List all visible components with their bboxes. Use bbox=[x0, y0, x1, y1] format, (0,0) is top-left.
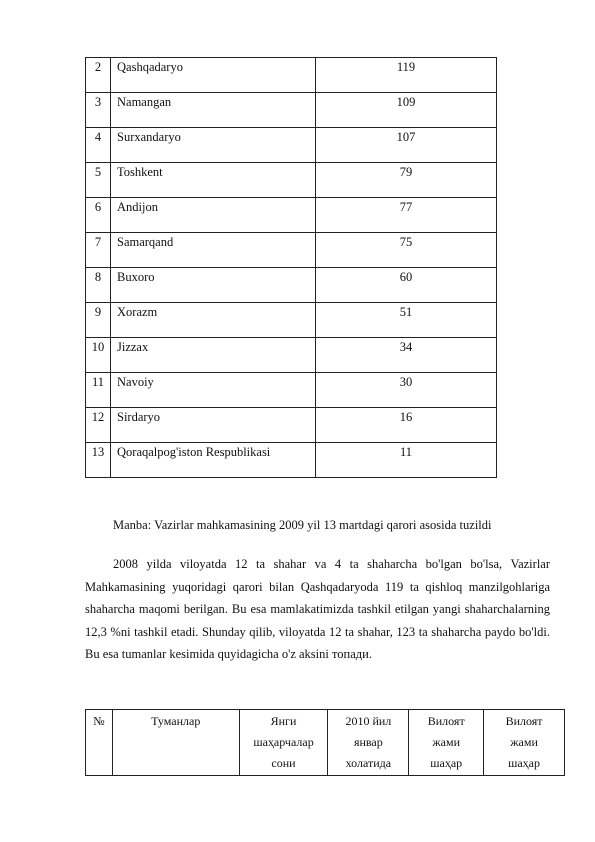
settlement-count: 30 bbox=[316, 373, 497, 408]
table-row bbox=[86, 408, 497, 443]
region-name: Sirdaryo bbox=[111, 408, 316, 443]
settlement-count: 119 bbox=[316, 58, 497, 93]
header-total2-line-3: шаҳар bbox=[508, 756, 541, 770]
header-new-settlements bbox=[239, 710, 328, 776]
region-table bbox=[85, 57, 497, 478]
region-name: Jizzax bbox=[111, 338, 316, 373]
settlement-count: 11 bbox=[316, 443, 497, 478]
row-number: 5 bbox=[86, 163, 111, 198]
row-number: 2 bbox=[86, 58, 111, 93]
table-row bbox=[86, 128, 497, 163]
region-name: Qashqadaryo bbox=[111, 58, 316, 93]
header-new-line-1: Янги bbox=[270, 714, 297, 728]
table-row bbox=[86, 93, 497, 128]
header-total2-line-1: Вилоят bbox=[505, 714, 543, 728]
settlement-count: 75 bbox=[316, 233, 497, 268]
header-new-line-2: шаҳарчалар bbox=[253, 735, 314, 749]
region-name: Xorazm bbox=[111, 303, 316, 338]
table-row bbox=[86, 303, 497, 338]
row-number: 9 bbox=[86, 303, 111, 338]
region-table-body bbox=[86, 58, 497, 478]
region-name: Namangan bbox=[111, 93, 316, 128]
region-name: Buxoro bbox=[111, 268, 316, 303]
region-name: Samarqand bbox=[111, 233, 316, 268]
settlement-count: 60 bbox=[316, 268, 497, 303]
header-region-total-2 bbox=[484, 710, 565, 776]
header-new-line-3: сони bbox=[271, 756, 296, 770]
region-name: Andijon bbox=[111, 198, 316, 233]
table-row bbox=[86, 233, 497, 268]
row-number: 12 bbox=[86, 408, 111, 443]
district-header-table bbox=[85, 709, 565, 776]
region-name: Surxandaryo bbox=[111, 128, 316, 163]
header-january-2010 bbox=[328, 710, 409, 776]
settlement-count: 16 bbox=[316, 408, 497, 443]
body-paragraph: 2008 yilda viloyatda 12 ta shahar va 4 ta shaharcha bo'lgan bo'lsa, Vazirlar Mahkamasining yuqoridagi qarori bilan Qashqadaryoda 119 ta qishloq manzilgohlariga shaharcha maqomi berilgan. Bu esa mamlakatimizda tashkil etilgan yangi shaharchalarning 12,3 %ni tashkil etadi. Shunday qilib, viloyatda 12 ta shahar, 123 ta shaharcha paydo bo'ldi. Bu esa tumanlar kesimida quyidagicha o'z aksini топади. bbox=[85, 557, 550, 662]
settlement-count: 77 bbox=[316, 198, 497, 233]
header-total2-line-2: жами bbox=[510, 735, 538, 749]
row-number: 7 bbox=[86, 233, 111, 268]
table-row bbox=[86, 163, 497, 198]
table-row bbox=[86, 268, 497, 303]
header-row bbox=[86, 710, 565, 776]
table-row bbox=[86, 373, 497, 408]
settlement-count: 51 bbox=[316, 303, 497, 338]
row-number: 8 bbox=[86, 268, 111, 303]
row-number: 11 bbox=[86, 373, 111, 408]
table-row bbox=[86, 338, 497, 373]
row-number: 13 bbox=[86, 443, 111, 478]
header-districts: Туманлар bbox=[112, 710, 239, 776]
region-name: Qoraqalpog'iston Respublikasi bbox=[111, 443, 316, 478]
header-jan-line-3: холатида bbox=[345, 756, 392, 770]
header-total1-line-3: шаҳар bbox=[430, 756, 463, 770]
header-total1-line-1: Вилоят bbox=[427, 714, 465, 728]
region-name: Navoiy bbox=[111, 373, 316, 408]
row-number: 3 bbox=[86, 93, 111, 128]
header-region-total-1 bbox=[409, 710, 484, 776]
header-jan-line-2: январ bbox=[353, 735, 383, 749]
row-number: 10 bbox=[86, 338, 111, 373]
header-jan-line-1: 2010 йил bbox=[345, 714, 392, 728]
settlement-count: 79 bbox=[316, 163, 497, 198]
header-no: № bbox=[86, 710, 113, 776]
region-name: Toshkent bbox=[111, 163, 316, 198]
settlement-count: 34 bbox=[316, 338, 497, 373]
source-note: Manba: Vazirlar mahkamasining 2009 yil 13 martdagi qarori asosida tuzildi bbox=[113, 518, 492, 532]
settlement-count: 107 bbox=[316, 128, 497, 163]
table-row bbox=[86, 58, 497, 93]
table-row bbox=[86, 198, 497, 233]
row-number: 4 bbox=[86, 128, 111, 163]
table-row bbox=[86, 443, 497, 478]
header-total1-line-2: жами bbox=[432, 735, 461, 749]
row-number: 6 bbox=[86, 198, 111, 233]
settlement-count: 109 bbox=[316, 93, 497, 128]
